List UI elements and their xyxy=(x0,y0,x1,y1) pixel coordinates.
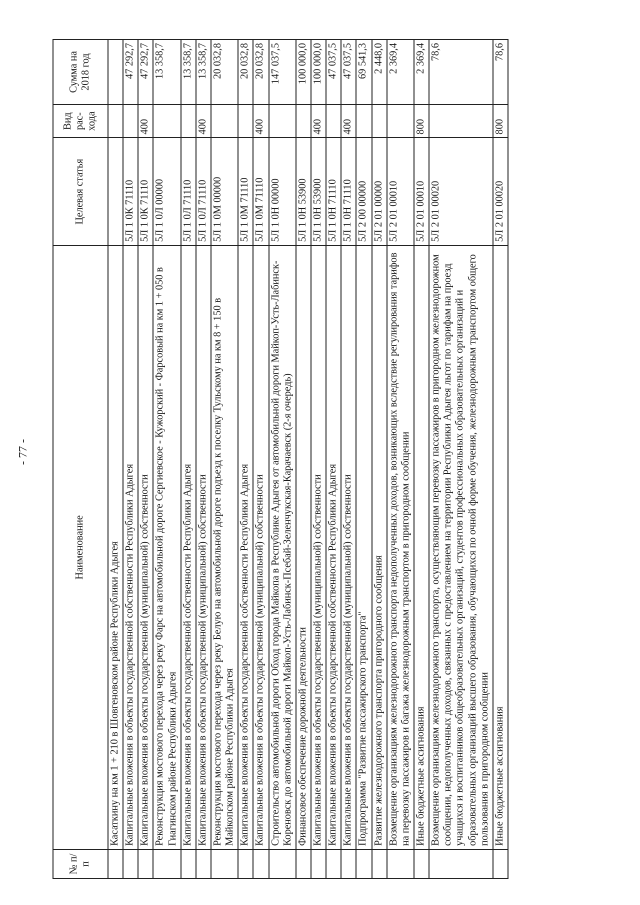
cell-sum: 2 448,0 xyxy=(372,40,387,105)
cell-name: Капитальные вложения в объекты государственной (муниципальной) собственности xyxy=(138,245,153,849)
header-vid: Вид рас-хода xyxy=(53,104,108,138)
cell-sum: 78,6 xyxy=(429,40,493,105)
cell-num xyxy=(138,849,153,878)
cell-vid xyxy=(211,104,238,138)
cell-name: Капитальные вложения в объекты государственной собственности Республики Адыгея xyxy=(123,245,138,849)
cell-code: 5Л 1 0Л 71110 xyxy=(196,138,211,245)
header-sum: Сумма на 2018 год xyxy=(53,40,108,105)
table-row xyxy=(372,40,387,879)
cell-vid xyxy=(356,104,371,138)
cell-num xyxy=(238,849,253,878)
cell-name: Капитальные вложения в объекты государственной (муниципальной) собственности xyxy=(341,245,356,849)
table-header-row xyxy=(53,40,108,879)
cell-sum: 20 032,8 xyxy=(253,40,268,105)
cell-vid xyxy=(296,104,311,138)
cell-sum: 47 037,5 xyxy=(341,40,356,105)
cell-sum: 147 037,5 xyxy=(269,40,296,105)
cell-name: Капитальные вложения в объекты государственной (муниципальной) собственности xyxy=(311,245,326,849)
table-row xyxy=(238,40,253,879)
cell-code: 5Л 1 0Н 71110 xyxy=(341,138,356,245)
page-number: - 77 - xyxy=(15,439,30,465)
cell-code: 5Л 2 01 00020 xyxy=(429,138,493,245)
table-row xyxy=(296,40,311,879)
cell-vid xyxy=(238,104,253,138)
table-row xyxy=(387,40,414,879)
cell-vid: 400 xyxy=(196,104,211,138)
cell-num xyxy=(196,849,211,878)
cell-code: 5Л 1 0Н 53900 xyxy=(296,138,311,245)
table-row xyxy=(138,40,153,879)
cell-sum: 13 358,7 xyxy=(196,40,211,105)
cell-vid xyxy=(153,104,180,138)
cell-sum: 100 000,0 xyxy=(311,40,326,105)
cell-code: 5Л 1 0Л 71110 xyxy=(181,138,196,245)
cell-code: 5Л 2 01 00010 xyxy=(387,138,414,245)
table-row xyxy=(311,40,326,879)
cell-num xyxy=(356,849,371,878)
cell-name: Капитальные вложения в объекты государственной собственности Республики Адыгея xyxy=(238,245,253,849)
cell-vid xyxy=(181,104,196,138)
cell-vid xyxy=(372,104,387,138)
header-name: Наименование xyxy=(53,245,108,849)
cell-vid xyxy=(326,104,341,138)
cell-name: Касаткину на км 1 + 210 в Шовгеновском районе Республики Адыгея xyxy=(108,245,123,849)
cell-vid: 800 xyxy=(414,104,429,138)
cell-name: Иные бюджетные ассигнования xyxy=(414,245,429,849)
cell-num xyxy=(429,849,493,878)
cell-name: Капитальные вложения в объекты государственной (муниципальной) собственности xyxy=(196,245,211,849)
cell-vid: 400 xyxy=(138,104,153,138)
cell-vid: 400 xyxy=(311,104,326,138)
cell-num xyxy=(269,849,296,878)
table-row xyxy=(153,40,180,879)
table-row xyxy=(123,40,138,879)
cell-name: Иные бюджетные ассигнования xyxy=(493,245,508,849)
table-row xyxy=(326,40,341,879)
cell-num xyxy=(387,849,414,878)
cell-name: Возмещение организациям железнодорожного транспорта, осуществляющим перевозку пассажиров в пригородном железнодорожном сообщении, недополученных доходов, связанных с предоставлением на территории Республики Адыгея льгот по тарифам на проезд учащихся и воспитанников общеобразовательных организаций, студентов профессиональных образовательных организаций и образовательных организаций высшего образования, обучающихся по очной форме обучения, железнодорожным транспортом общего пользования в пригородном сообщении xyxy=(429,245,493,849)
cell-vid: 800 xyxy=(493,104,508,138)
cell-vid: 400 xyxy=(341,104,356,138)
table-row xyxy=(356,40,371,879)
cell-num xyxy=(123,849,138,878)
cell-num xyxy=(311,849,326,878)
cell-code: 5Л 2 01 00020 xyxy=(493,138,508,245)
table-row xyxy=(269,40,296,879)
cell-code: 5Л 1 0М 71110 xyxy=(238,138,253,245)
cell-sum: 2 369,4 xyxy=(387,40,414,105)
cell-code: 5Л 1 0М 71110 xyxy=(253,138,268,245)
cell-vid xyxy=(429,104,493,138)
cell-code: 5Л 2 01 00000 xyxy=(372,138,387,245)
cell-code: 5Л 1 0Н 71110 xyxy=(326,138,341,245)
cell-num xyxy=(341,849,356,878)
cell-num xyxy=(296,849,311,878)
cell-num xyxy=(493,849,508,878)
cell-name: Подпрограмма "Развитие пассажирского транспорта" xyxy=(356,245,371,849)
cell-sum: 20 032,8 xyxy=(211,40,238,105)
cell-name: Капитальные вложения в объекты государственной собственности Республики Адыгея xyxy=(181,245,196,849)
cell-vid xyxy=(123,104,138,138)
cell-sum: 2 369,4 xyxy=(414,40,429,105)
cell-sum: 47 292,7 xyxy=(138,40,153,105)
cell-name: Реконструкция мостового перехода через реку Фарс на автомобильной дороге Сергиевское - Кужорский - Фарсовый на км 1 + 050 в Гиагинском районе Республики Адыгея xyxy=(153,245,180,849)
cell-name: Капитальные вложения в объекты государственной (муниципальной) собственности xyxy=(253,245,268,849)
cell-sum: 13 358,7 xyxy=(181,40,196,105)
cell-num xyxy=(326,849,341,878)
cell-num xyxy=(211,849,238,878)
cell-sum: 47 037,5 xyxy=(326,40,341,105)
cell-vid: 400 xyxy=(253,104,268,138)
cell-num xyxy=(181,849,196,878)
table-row xyxy=(108,40,123,879)
cell-code: 5Л 1 0К 71110 xyxy=(123,138,138,245)
cell-code: 5Л 2 00 00000 xyxy=(356,138,371,245)
cell-sum: 20 032,8 xyxy=(238,40,253,105)
cell-num xyxy=(108,849,123,878)
table-row xyxy=(253,40,268,879)
cell-num xyxy=(153,849,180,878)
cell-code: 5Л 1 0К 71110 xyxy=(138,138,153,245)
table-body xyxy=(108,40,508,879)
cell-sum xyxy=(108,40,123,105)
table-row xyxy=(493,40,508,879)
rotated-page xyxy=(53,39,588,879)
cell-code: 5Л 1 0М 00000 xyxy=(211,138,238,245)
cell-name: Развитие железнодорожного транспорта пригородного сообщения xyxy=(372,245,387,849)
cell-name: Возмещение организациям железнодорожного транспорта недополученных доходов, возникающих вследствие регулирования тарифов на перевозку пассажиров и багажа железнодорожным транспортом в пригородном сообщении xyxy=(387,245,414,849)
cell-name: Строительство автомобильной дороги Обход города Майкопа в Республике Адыгея от автомобильной дороги Майкоп-Усть-Лабинск-Кореновск до автомобильной дороги Майкоп-Усть-Лабинск-Псебай-Зеленчукская-Карачаевск (2-я очередь) xyxy=(269,245,296,849)
cell-code: 5Л 1 0Л 00000 xyxy=(153,138,180,245)
header-code: Целевая статья xyxy=(53,138,108,245)
table-row xyxy=(414,40,429,879)
budget-table xyxy=(53,39,509,879)
cell-sum: 78,6 xyxy=(493,40,508,105)
cell-num xyxy=(253,849,268,878)
cell-code: 5Л 2 01 00010 xyxy=(414,138,429,245)
cell-name: Капитальные вложения в объекты государственной собственности Республики Адыгея xyxy=(326,245,341,849)
cell-vid xyxy=(269,104,296,138)
cell-name: Реконструкция мостового перехода через реку Белую на автомобильной дороге подъезд к поселку Тульскому на км 8 + 150 в Майкопском районе Республики Адыгея xyxy=(211,245,238,849)
cell-sum: 100 000,0 xyxy=(296,40,311,105)
cell-num xyxy=(414,849,429,878)
cell-name: Финансовое обеспечение дорожной деятельности xyxy=(296,245,311,849)
cell-code: 5Л 1 0Н 00000 xyxy=(269,138,296,245)
table-row xyxy=(429,40,493,879)
table-row xyxy=(181,40,196,879)
header-num: № п/п xyxy=(53,849,108,878)
table-row xyxy=(211,40,238,879)
cell-vid xyxy=(387,104,414,138)
cell-sum: 13 358,7 xyxy=(153,40,180,105)
cell-vid xyxy=(108,104,123,138)
cell-sum: 69 541,3 xyxy=(356,40,371,105)
cell-sum: 47 292,7 xyxy=(123,40,138,105)
table-row xyxy=(341,40,356,879)
table-row xyxy=(196,40,211,879)
cell-code: 5Л 1 0Н 53900 xyxy=(311,138,326,245)
cell-num xyxy=(372,849,387,878)
cell-code xyxy=(108,138,123,245)
